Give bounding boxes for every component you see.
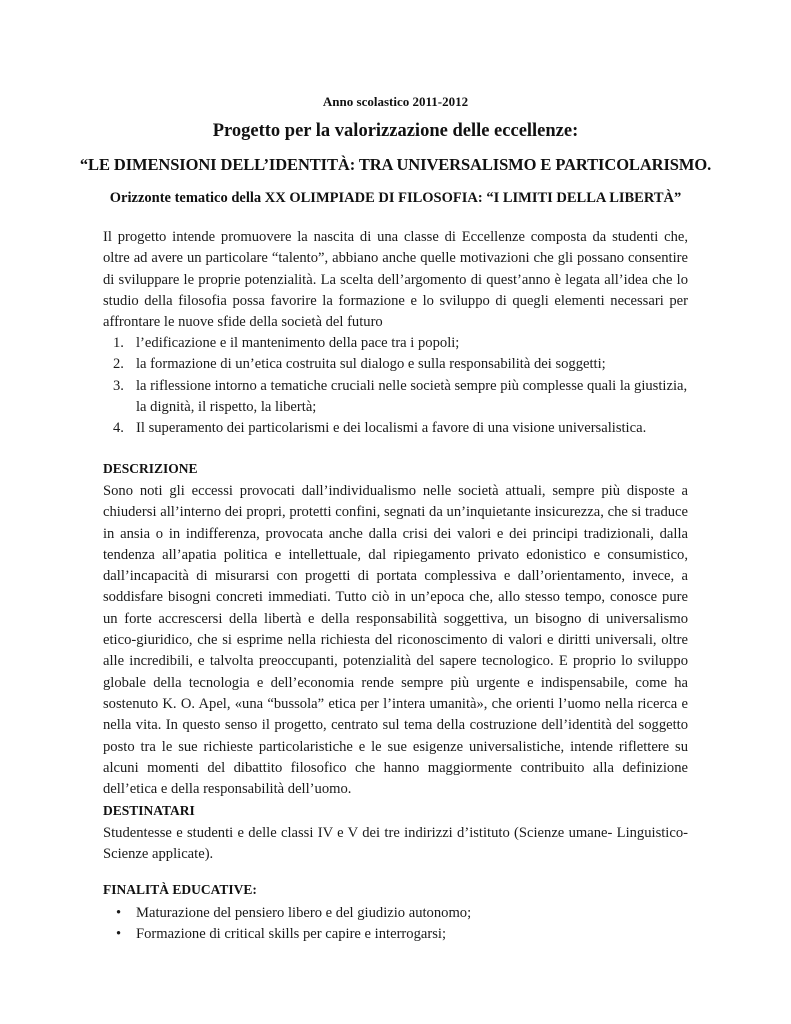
goals-list xyxy=(103,333,688,439)
list-item xyxy=(103,924,688,945)
list-item xyxy=(103,903,688,924)
section-heading-descrizione: DESCRIZIONE xyxy=(103,461,198,476)
list-item-text: la formazione di un’etica costruita sul dialogo e sulla responsabilità dei soggetti; xyxy=(136,356,606,373)
section-heading-destinatari: DESTINATARI xyxy=(103,803,195,818)
bullet-icon: • xyxy=(116,905,122,921)
list-item-text: la riflessione intorno a tematiche cruciali nelle società sempre più complesse quali la giustizia, la dignità, il rispetto, la libertà; xyxy=(136,377,688,415)
list-number: 1. xyxy=(113,335,124,351)
list-item-text: Il superamento dei particolarismi e dei localismi a favore di una visione universalistica. xyxy=(136,420,647,437)
descrizione-paragraph: Sono noti gli eccessi provocati dall’individualismo nelle società attuali, sempre più disposte a chiudersi all’interno dei propri, protetti confini, segnati da un’inquietante insicurezza, che si traduce in ansia o in indifferenza, provocata anche dalla crisi dei valori e dei principi tradizionali, dalla tendenza all’apatia politica e intellettuale, dal ripiegamento privato edonistico e consumistico, dall’incapacità di misurarsi con progetti di portata complessiva e dall’orientamento, invece, a soddisfare bisogni concreti immediati. Tutto ciò in un’epoca che, allo stesso tempo, conosce pure un forte accrescersi della libertà e della responsabilità soggettiva, un bisogno di universalismo etico-giuridico, che si esprime nella richiesta del riconoscimento di valori e diritti universali, oltre alle incredibili, e talvolta preoccupanti, potenzialità del sapere tecnologico. E proprio lo sviluppo globale della tecnologia e dell’economia rende sempre più urgente e indispensabile, come ha sostenuto K. O. Apel, «una “bussola” etica per l’intera umanità», che orienti l’uomo nella ricerca e nella vita. In questo senso il progetto, centrato sul tema della costruzione dell’identità del soggetto posto tra le sue richieste particolaristiche e le sue esigenze universalistiche, intende riflettere su alcuni momenti del dibattito filosofico che hanno maggiormente contribuito alla definizione dell’etica e della responsabilità dell’uomo. xyxy=(103,483,688,798)
intro-paragraph: Il progetto intende promuovere la nascita di una classe di Eccellenze composta da studenti che, oltre ad avere un particolare “talento”, abbiano anche quelle motivazioni che gli possano consentire di sviluppare le proprie potenzialità. La scelta dell’argomento di quest’anno è legata all’idea che lo studio della filosofia possa favorire la formazione e lo sviluppo di quegli elementi necessari per affrontare le nuove sfide della società del futuro xyxy=(103,229,688,331)
list-item xyxy=(103,418,688,439)
school-year: Anno scolastico 2011-2012 xyxy=(322,94,469,109)
list-item xyxy=(103,354,688,375)
section-heading-finalita: FINALITÀ EDUCATIVE: xyxy=(103,882,257,897)
list-number: 2. xyxy=(113,356,124,373)
list-item xyxy=(103,376,688,419)
list-number: 3. xyxy=(113,377,124,394)
thematic-horizon: Orizzonte tematico della XX OLIMPIADE DI FILOSOFIA: “I LIMITI DELLA LIBERTÀ” xyxy=(109,190,682,206)
list-item xyxy=(103,333,688,354)
project-title: Progetto per la valorizzazione delle eccellenze: xyxy=(212,121,579,141)
list-item-text: l’edificazione e il mantenimento della pace tra i popoli; xyxy=(136,335,460,351)
destinatari-paragraph: Studentesse e studenti e delle classi IV e V dei tre indirizzi d’istituto (Scienze umane- Linguistico- Scienze applicate). xyxy=(103,825,688,863)
list-item-text: Maturazione del pensiero libero e del giudizio autonomo; xyxy=(136,905,472,921)
bullet-icon: • xyxy=(116,926,122,943)
project-subtitle: “LE DIMENSIONI DELL’IDENTITÀ: TRA UNIVERSALISMO E PARTICOLARISMO. xyxy=(79,155,712,174)
list-item-text: Formazione di critical skills per capire e interrogarsi; xyxy=(136,926,447,943)
finalita-list xyxy=(103,903,688,946)
list-number: 4. xyxy=(113,420,124,437)
